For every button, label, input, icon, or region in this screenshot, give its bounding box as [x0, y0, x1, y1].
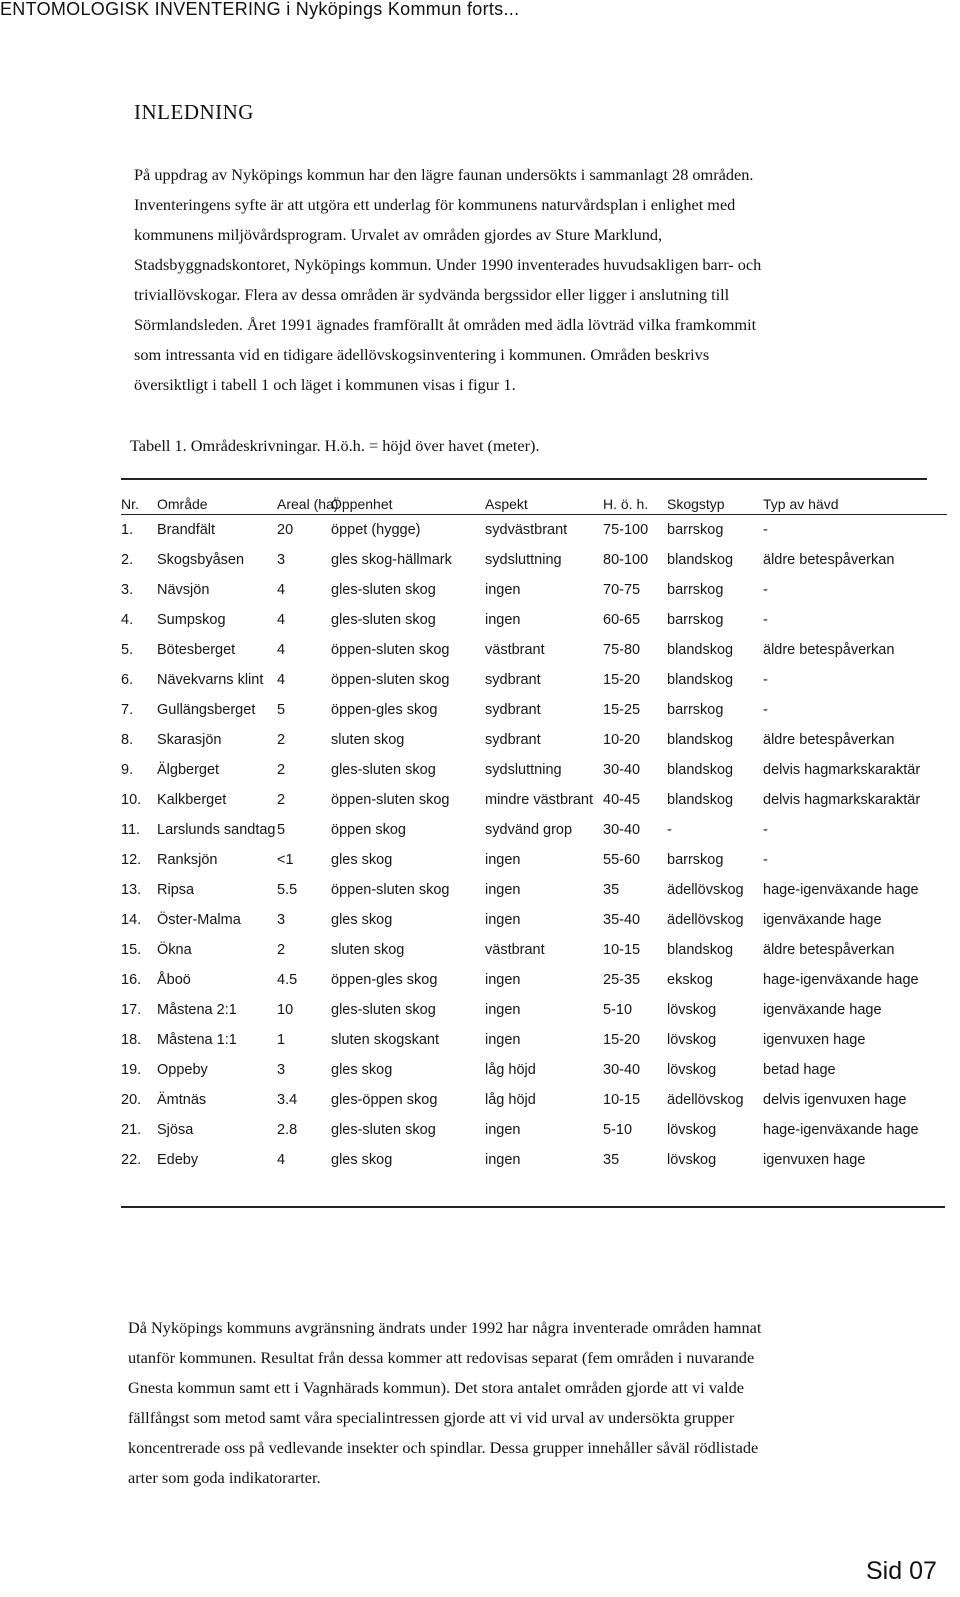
cell-skogstyp: lövskog	[667, 1122, 717, 1138]
cell-oppenhet: öppen-sluten skog	[331, 642, 450, 658]
cell-nr: 2.	[121, 552, 134, 568]
table-bottom-rule	[121, 1206, 945, 1208]
cell-omrade: Sjösa	[157, 1122, 194, 1138]
cell-oppenhet: sluten skog	[331, 942, 405, 958]
cell-typ-av-havd: hage-igenväxande hage	[763, 882, 919, 898]
cell-omrade: Edeby	[157, 1152, 199, 1168]
cell-oppenhet: gles skog	[331, 1062, 393, 1078]
cell-skogstyp: barrskog	[667, 702, 724, 718]
cell-aspekt: låg höjd	[485, 1092, 536, 1108]
cell-hoh: 15-20	[603, 1032, 641, 1048]
cell-aspekt: mindre västbrant	[485, 792, 593, 808]
cell-skogstyp: ädellövskog	[667, 882, 744, 898]
table-row	[121, 1085, 947, 1115]
cell-typ-av-havd: hage-igenväxande hage	[763, 972, 919, 988]
cell-aspekt: sydbrant	[485, 702, 541, 718]
cell-nr: 5.	[121, 642, 134, 658]
cell-nr: 19.	[121, 1062, 142, 1078]
table-row	[121, 1055, 947, 1085]
cell-hoh: 15-25	[603, 702, 641, 718]
cell-hoh: 10-20	[603, 732, 641, 748]
cell-omrade: Brandfält	[157, 522, 216, 538]
cell-typ-av-havd: igenvuxen hage	[763, 1152, 866, 1168]
cell-nr: 4.	[121, 612, 134, 628]
paragraph-line: fällfångst som metod samt våra specialintressen gjorde att vi vid urval av undersökta grupper	[128, 1408, 735, 1427]
cell-skogstyp: barrskog	[667, 612, 724, 628]
paragraph-line: Inventeringens syfte är att utgöra ett underlag för kommunens naturvårdsplan i enlighet med	[134, 195, 736, 214]
cell-skogstyp: barrskog	[667, 522, 724, 538]
cell-hoh: 5-10	[603, 1122, 633, 1138]
cell-typ-av-havd: äldre betespåverkan	[763, 942, 895, 958]
table-row	[121, 755, 947, 785]
cell-hoh: 5-10	[603, 1002, 633, 1018]
cell-areal: 5.5	[277, 882, 298, 898]
cell-oppenhet: öppen skog	[331, 822, 406, 838]
table-row	[121, 1115, 947, 1145]
cell-hoh: 35-40	[603, 912, 641, 928]
table-row	[121, 845, 947, 875]
cell-skogstyp: blandskog	[667, 762, 734, 778]
cell-areal: 3	[277, 912, 286, 928]
cell-skogstyp: barrskog	[667, 852, 724, 868]
cell-areal: 3	[277, 552, 286, 568]
cell-oppenhet: gles-sluten skog	[331, 1002, 436, 1018]
cell-nr: 6.	[121, 672, 134, 688]
cell-aspekt: ingen	[485, 612, 521, 628]
cell-typ-av-havd: delvis hagmarkskaraktär	[763, 762, 921, 778]
cell-typ-av-havd: delvis igenvuxen hage	[763, 1092, 907, 1108]
cell-areal: <1	[277, 852, 294, 868]
cell-typ-av-havd: äldre betespåverkan	[763, 642, 895, 658]
header-hoh: H. ö. h.	[603, 494, 667, 515]
table-caption: Tabell 1. Områdeskrivningar. H.ö.h. = höjd över havet (meter).	[130, 436, 540, 455]
paragraph-line: utanför kommunen. Resultat från dessa kommer att redovisas separat (fem områden i nuvarande	[128, 1348, 755, 1367]
cell-omrade: Ripsa	[157, 882, 195, 898]
table-row	[121, 1145, 947, 1175]
cell-nr: 17.	[121, 1002, 142, 1018]
cell-omrade: Oppeby	[157, 1062, 208, 1078]
cell-hoh: 30-40	[603, 1062, 641, 1078]
cell-oppenhet: gles skog-hällmark	[331, 552, 452, 568]
cell-nr: 16.	[121, 972, 142, 988]
cell-areal: 4	[277, 672, 286, 688]
cell-typ-av-havd: äldre betespåverkan	[763, 552, 895, 568]
cell-nr: 1.	[121, 522, 134, 538]
cell-omrade: Nävsjön	[157, 582, 210, 598]
table-row	[121, 545, 947, 575]
cell-skogstyp: blandskog	[667, 732, 734, 748]
paragraph-line: Sörmlandsleden. Året 1991 ägnades framförallt åt områden med ädla lövträd vilka framkommit	[134, 315, 757, 334]
header-nr: Nr.	[121, 494, 157, 515]
cell-skogstyp: lövskog	[667, 1032, 717, 1048]
cell-oppenhet: gles-sluten skog	[331, 582, 436, 598]
cell-oppenhet: öppen-gles skog	[331, 702, 438, 718]
cell-aspekt: sydbrant	[485, 672, 541, 688]
cell-areal: 20	[277, 522, 294, 538]
header-oppenhet: Öppenhet	[331, 494, 485, 515]
table-row	[121, 995, 947, 1025]
cell-hoh: 60-65	[603, 612, 641, 628]
cell-hoh: 25-35	[603, 972, 641, 988]
cell-areal: 3.4	[277, 1092, 298, 1108]
cell-areal: 2	[277, 942, 286, 958]
cell-nr: 18.	[121, 1032, 142, 1048]
table-row	[121, 815, 947, 845]
cell-nr: 14.	[121, 912, 142, 928]
cell-skogstyp: ädellövskog	[667, 912, 744, 928]
cell-oppenhet: gles-sluten skog	[331, 762, 436, 778]
table-row	[121, 515, 947, 546]
cell-oppenhet: gles-sluten skog	[331, 1122, 436, 1138]
cell-nr: 20.	[121, 1092, 142, 1108]
cell-areal: 4	[277, 582, 286, 598]
cell-omrade: Skarasjön	[157, 732, 222, 748]
cell-omrade: Sumpskog	[157, 612, 226, 628]
cell-areal: 4	[277, 642, 286, 658]
paragraph-line: Gnesta kommun samt ett i Vagnhärads kommun). Det stora antalet områden gjorde att vi valde	[128, 1378, 744, 1397]
cell-oppenhet: gles-sluten skog	[331, 612, 436, 628]
paragraph-line: arter som goda indikatorarter.	[128, 1468, 321, 1487]
cell-omrade: Åboö	[157, 972, 191, 988]
cell-typ-av-havd: -	[763, 702, 768, 718]
cell-typ-av-havd: delvis hagmarkskaraktär	[763, 792, 921, 808]
cell-hoh: 55-60	[603, 852, 641, 868]
cell-aspekt: sydvästbrant	[485, 522, 568, 538]
cell-hoh: 10-15	[603, 942, 641, 958]
cell-areal: 5	[277, 822, 286, 838]
cell-nr: 10.	[121, 792, 142, 808]
cell-aspekt: sydsluttning	[485, 762, 562, 778]
cell-hoh: 75-80	[603, 642, 641, 658]
cell-areal: 2	[277, 732, 286, 748]
cell-nr: 21.	[121, 1122, 142, 1138]
cell-aspekt: ingen	[485, 1002, 521, 1018]
cell-areal: 3	[277, 1062, 286, 1078]
cell-skogstyp: lövskog	[667, 1152, 717, 1168]
cell-aspekt: västbrant	[485, 642, 545, 658]
cell-typ-av-havd: igenväxande hage	[763, 1002, 882, 1018]
cell-nr: 8.	[121, 732, 134, 748]
cell-hoh: 80-100	[603, 552, 649, 568]
cell-nr: 3.	[121, 582, 134, 598]
table-row	[121, 635, 947, 665]
cell-aspekt: ingen	[485, 852, 521, 868]
cell-typ-av-havd: betad hage	[763, 1062, 836, 1078]
page-number: Sid 07	[866, 1557, 937, 1585]
table-row	[121, 785, 947, 815]
cell-skogstyp: blandskog	[667, 942, 734, 958]
cell-typ-av-havd: äldre betespåverkan	[763, 732, 895, 748]
cell-aspekt: ingen	[485, 912, 521, 928]
cell-hoh: 70-75	[603, 582, 641, 598]
table-body	[121, 515, 947, 1176]
cell-omrade: Gullängsberget	[157, 702, 256, 718]
cell-areal: 4.5	[277, 972, 298, 988]
cell-areal: 5	[277, 702, 286, 718]
cell-omrade: Måstena 2:1	[157, 1002, 237, 1018]
table-row	[121, 575, 947, 605]
table-row	[121, 665, 947, 695]
cell-omrade: Öster-Malma	[157, 912, 241, 928]
cell-typ-av-havd: -	[763, 612, 768, 628]
cell-oppenhet: öppet (hygge)	[331, 522, 421, 538]
cell-typ-av-havd: -	[763, 852, 768, 868]
cell-omrade: Ämtnäs	[157, 1092, 207, 1108]
header-skogstyp: Skogstyp	[667, 494, 763, 515]
paragraph-line: Då Nyköpings kommuns avgränsning ändrats under 1992 har några inventerade områden hamnat	[128, 1318, 762, 1337]
paragraph-line: översiktligt i tabell 1 och läget i kommunen visas i figur 1.	[134, 375, 516, 394]
cell-skogstyp: barrskog	[667, 582, 724, 598]
table-row	[121, 605, 947, 635]
cell-skogstyp: -	[667, 822, 672, 838]
cell-omrade: Älgberget	[157, 762, 220, 778]
cell-hoh: 30-40	[603, 762, 641, 778]
table-row	[121, 725, 947, 755]
closing-paragraph	[128, 1313, 928, 1493]
cell-typ-av-havd: igenväxande hage	[763, 912, 882, 928]
cell-skogstyp: blandskog	[667, 552, 734, 568]
cell-omrade: Måstena 1:1	[157, 1032, 237, 1048]
cell-oppenhet: gles-öppen skog	[331, 1092, 438, 1108]
section-title: INLEDNING	[134, 100, 254, 124]
cell-nr: 13.	[121, 882, 142, 898]
cell-typ-av-havd: -	[763, 522, 768, 538]
cell-areal: 4	[277, 612, 286, 628]
header-aspekt: Aspekt	[485, 494, 603, 515]
cell-aspekt: ingen	[485, 1152, 521, 1168]
cell-typ-av-havd: -	[763, 582, 768, 598]
cell-hoh: 40-45	[603, 792, 641, 808]
paragraph-line: Stadsbyggnadskontoret, Nyköpings kommun. Under 1990 inventerades huvudsakligen barr- och	[134, 255, 762, 274]
table-row	[121, 965, 947, 995]
cell-aspekt: ingen	[485, 1122, 521, 1138]
cell-omrade: Kalkberget	[157, 792, 227, 808]
intro-paragraph	[134, 160, 934, 400]
cell-nr: 12.	[121, 852, 142, 868]
paragraph-line: kommunens miljövårdsprogram. Urvalet av områden gjordes av Sture Marklund,	[134, 225, 663, 244]
paragraph-line: På uppdrag av Nyköpings kommun har den lägre faunan undersökts i sammanlagt 28 områden.	[134, 165, 754, 184]
cell-skogstyp: blandskog	[667, 642, 734, 658]
cell-typ-av-havd: -	[763, 822, 768, 838]
cell-omrade: Ökna	[157, 942, 192, 958]
table-row	[121, 695, 947, 725]
cell-oppenhet: sluten skogskant	[331, 1032, 440, 1048]
cell-aspekt: västbrant	[485, 942, 545, 958]
cell-areal: 2.8	[277, 1122, 298, 1138]
cell-aspekt: ingen	[485, 882, 521, 898]
cell-typ-av-havd: -	[763, 672, 768, 688]
cell-oppenhet: gles skog	[331, 912, 393, 928]
table-row	[121, 875, 947, 905]
cell-nr: 7.	[121, 702, 134, 718]
cell-skogstyp: lövskog	[667, 1062, 717, 1078]
cell-aspekt: sydvänd grop	[485, 822, 573, 838]
header-areal: Areal (ha)	[277, 494, 331, 515]
table-row	[121, 905, 947, 935]
cell-skogstyp: lövskog	[667, 1002, 717, 1018]
cell-areal: 4	[277, 1152, 286, 1168]
cell-nr: 22.	[121, 1152, 142, 1168]
cell-omrade: Ranksjön	[157, 852, 218, 868]
cell-hoh: 10-15	[603, 1092, 641, 1108]
cell-aspekt: ingen	[485, 582, 521, 598]
cell-omrade: Skogsbyåsen	[157, 552, 245, 568]
table-row	[121, 935, 947, 965]
cell-hoh: 35	[603, 882, 620, 898]
paragraph-line: som intressanta vid en tidigare ädellövskogsinventering i kommunen. Områden beskrivs	[134, 345, 710, 364]
cell-omrade: Larslunds sandtag	[157, 822, 276, 838]
cell-areal: 1	[277, 1032, 286, 1048]
cell-hoh: 15-20	[603, 672, 641, 688]
cell-omrade: Bötesberget	[157, 642, 236, 658]
cell-areal: 2	[277, 762, 286, 778]
document-running-header: ENTOMOLOGISK INVENTERING i Nyköpings Kommun forts...	[0, 0, 520, 19]
table-row	[121, 1025, 947, 1055]
cell-oppenhet: öppen-sluten skog	[331, 792, 450, 808]
cell-oppenhet: gles skog	[331, 1152, 393, 1168]
cell-typ-av-havd: hage-igenväxande hage	[763, 1122, 919, 1138]
cell-nr: 9.	[121, 762, 134, 778]
cell-skogstyp: ekskog	[667, 972, 713, 988]
cell-skogstyp: blandskog	[667, 672, 734, 688]
table-header-row	[121, 494, 947, 515]
cell-oppenhet: öppen-sluten skog	[331, 882, 450, 898]
cell-omrade: Nävekvarns klint	[157, 672, 264, 688]
cell-hoh: 75-100	[603, 522, 649, 538]
cell-aspekt: ingen	[485, 1032, 521, 1048]
cell-areal: 2	[277, 792, 286, 808]
cell-nr: 11.	[121, 822, 141, 838]
cell-nr: 15.	[121, 942, 142, 958]
paragraph-line: koncentrerade oss på vedlevande insekter och spindlar. Dessa grupper innehåller såväl rödlistade	[128, 1438, 759, 1457]
paragraph-line: triviallövskogar. Flera av dessa områden är sydvända bergssidor eller ligger i anslutning till	[134, 285, 730, 304]
cell-oppenhet: gles skog	[331, 852, 393, 868]
cell-aspekt: sydsluttning	[485, 552, 562, 568]
header-omrade: Område	[157, 494, 277, 515]
cell-aspekt: ingen	[485, 972, 521, 988]
header-typ-av-havd: Typ av hävd	[763, 494, 947, 515]
table-top-rule	[121, 478, 927, 480]
cell-aspekt: låg höjd	[485, 1062, 536, 1078]
cell-hoh: 35	[603, 1152, 620, 1168]
cell-skogstyp: blandskog	[667, 792, 734, 808]
cell-skogstyp: ädellövskog	[667, 1092, 744, 1108]
cell-oppenhet: sluten skog	[331, 732, 405, 748]
cell-aspekt: sydbrant	[485, 732, 541, 748]
cell-typ-av-havd: igenvuxen hage	[763, 1032, 866, 1048]
cell-oppenhet: öppen-sluten skog	[331, 672, 450, 688]
cell-oppenhet: öppen-gles skog	[331, 972, 438, 988]
cell-areal: 10	[277, 1002, 294, 1018]
cell-hoh: 30-40	[603, 822, 641, 838]
area-description-table	[121, 494, 947, 1175]
